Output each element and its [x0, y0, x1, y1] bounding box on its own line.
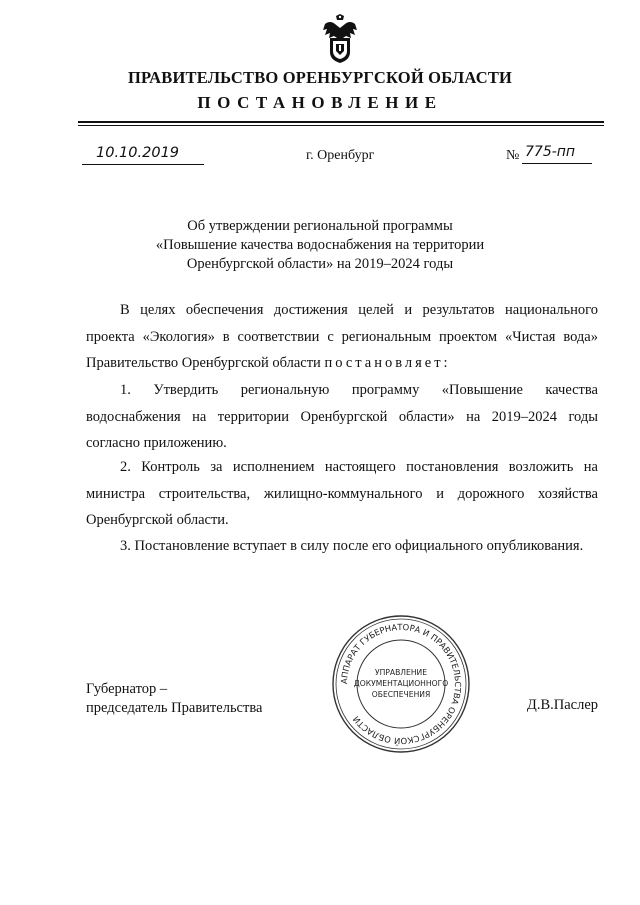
- coat-of-arms-icon: [322, 14, 358, 64]
- decree-word: постановляет:: [324, 355, 451, 371]
- government-title: ПРАВИТЕЛЬСТВО ОРЕНБУРГСКОЙ ОБЛАСТИ: [127, 68, 513, 87]
- signatory-position: [86, 680, 262, 718]
- date-underline: [82, 164, 204, 165]
- document-type: ПОСТАНОВЛЕНИЕ: [197, 93, 443, 112]
- document-subject: [0, 217, 640, 274]
- position-line-2: председатель Правительства: [86, 700, 263, 716]
- item-3-paragraph: 3. Постановление вступает в силу после его официального опубликования.: [120, 538, 584, 554]
- document-number: 775-пп: [525, 144, 576, 160]
- intro-paragraph: [86, 297, 598, 377]
- header-rule-thick: [78, 121, 604, 123]
- stamp-line-2: ДОКУМЕНТАЦИОННОГО: [353, 679, 449, 688]
- subject-line-3: Оренбургской области» на 2019–2024 годы: [186, 256, 454, 272]
- item-2-paragraph: 2. Контроль за исполнением настоящего постановления возложить на министра строительства, жилищно-коммунального и дорожного хозяйства Оренбургской области.: [86, 459, 598, 528]
- intro-text: В целях обеспечения достижения целей и результатов национального проекта «Экология» в соответствии с региональным проектом «Чистая вода» Правительство Оренбургской области: [86, 302, 598, 371]
- subject-line-2: «Повышение качества водоснабжения на территории: [155, 237, 485, 253]
- number-sign: №: [506, 148, 520, 163]
- official-stamp: [330, 613, 472, 755]
- number-underline: [522, 163, 592, 164]
- document-date: 10.10.2019: [96, 145, 180, 161]
- subject-line-1: Об утверждении региональной программы: [187, 218, 453, 234]
- stamp-ring-text: АППАРАТ ГУБЕРНАТОРА И ПРАВИТЕЛЬСТВА ОРЕНБУРГСКОЙ ОБЛАСТИ: [338, 621, 464, 747]
- document-city: г. Оренбург: [306, 148, 375, 163]
- signatory-name: Д.В.Паслер: [526, 697, 598, 713]
- stamp-line-1: УПРАВЛЕНИЕ: [374, 668, 428, 677]
- stamp-line-3: ОБЕСПЕЧЕНИЯ: [371, 690, 431, 699]
- header-rule-thin: [78, 125, 604, 126]
- item-1-paragraph: 1. Утвердить региональную программу «Повышение качества водоснабжения на территории Оренбургской области» на 2019–2024 годы согласно приложению.: [86, 382, 598, 451]
- position-line-1: Губернатор –: [86, 681, 168, 697]
